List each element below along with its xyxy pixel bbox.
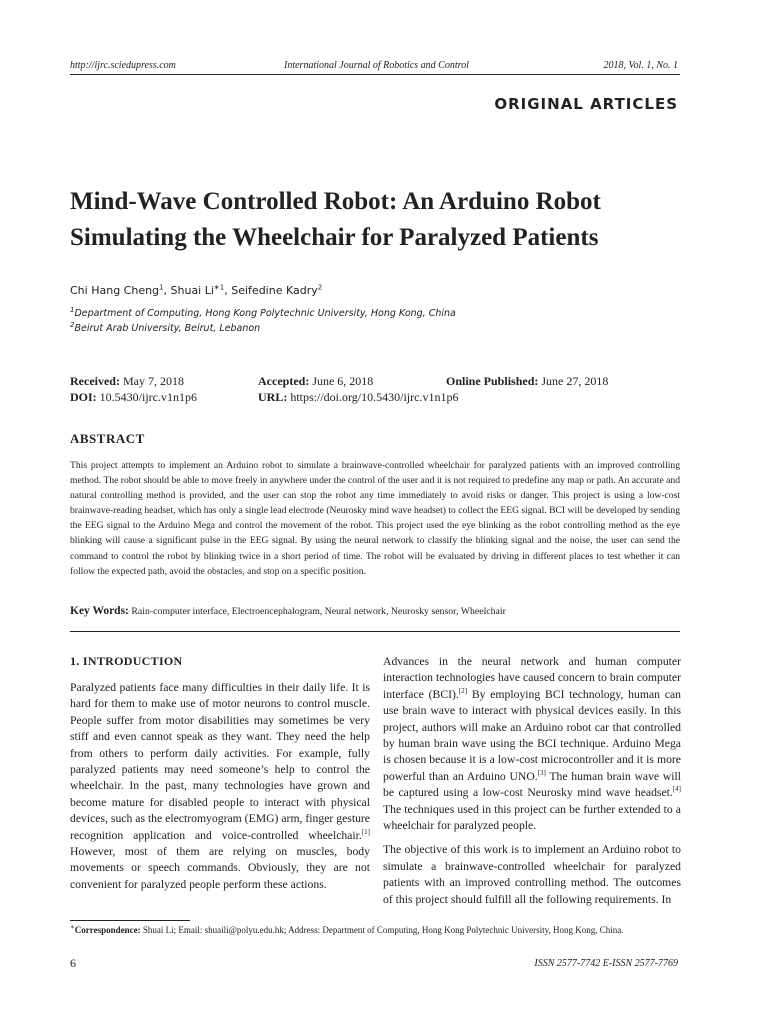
affiliation-2 bbox=[70, 320, 261, 334]
accepted-date bbox=[258, 373, 373, 389]
accepted-value: June 6, 2018 bbox=[312, 374, 374, 388]
title-line-1: Mind-Wave Controlled Robot: An Arduino Robot bbox=[70, 188, 601, 215]
author-sup: 1 bbox=[159, 283, 164, 292]
issn: ISSN 2577-7742 E-ISSN 2577-7769 bbox=[534, 958, 678, 969]
affiliation-sup: 1 bbox=[70, 305, 75, 314]
doi-url bbox=[258, 389, 458, 405]
correspondence-footnote bbox=[70, 924, 682, 936]
doi-value[interactable]: 10.5430/ijrc.v1n1p6 bbox=[99, 390, 197, 404]
author-list: Chi Hang Cheng$^1$, Shuai $Li^{∗1}$, Seifedine Kadry$^2$ bbox=[70, 283, 323, 297]
author-name: Seifedine Kadry bbox=[231, 284, 318, 297]
citation[interactable]: [3] bbox=[537, 768, 546, 777]
intro-right-column bbox=[383, 654, 681, 916]
published-date bbox=[446, 373, 608, 389]
intro-paragraph bbox=[383, 654, 681, 834]
intro-text: The human brain wave will be captured using a low-cost Neurosky mind wave headset. bbox=[383, 769, 681, 800]
intro-text: Advances in the neural network and human computer interaction technologies have caused concern to brain computer interface (BCI). bbox=[383, 655, 681, 701]
abstract-rule bbox=[70, 631, 680, 632]
header-url: http://ijrc.sciedupress.com bbox=[70, 60, 176, 71]
published-label: Online Published: bbox=[446, 374, 539, 388]
keywords-list: Rain-computer interface, Electroencephalogram, Neural network, Neurosky sensor, Wheelchair bbox=[131, 606, 506, 617]
footnote-mark: ∗ bbox=[70, 923, 75, 931]
paper-title bbox=[70, 184, 700, 256]
affiliation-sup: 2 bbox=[70, 320, 75, 329]
title-line-2: Simulating the Wheelchair for Paralyzed Patients bbox=[70, 224, 599, 251]
author-name: Chi Hang Cheng bbox=[70, 284, 160, 297]
intro-heading: 1. INTRODUCTION bbox=[70, 654, 183, 668]
footnote-text: Shuai Li; Email: shuaili@polyu.edu.hk; Address: Department of Computing, Hong Kong Polytechnic University, Hong Kong, China. bbox=[140, 925, 624, 935]
footnote-label: Correspondence: bbox=[74, 925, 141, 935]
url-label: URL: bbox=[258, 390, 288, 404]
citation[interactable]: [4] bbox=[672, 785, 681, 794]
received-value: May 7, 2018 bbox=[122, 374, 184, 388]
page-number: 6 bbox=[70, 956, 76, 970]
author-name: Shuai Li bbox=[170, 284, 214, 297]
footnote-rule bbox=[70, 920, 190, 921]
intro-text: However, most of them are relying on muscles, body movements or speech commands. Obviously, they are not convenient for paralyzed people perform these actions. bbox=[70, 845, 370, 891]
keywords bbox=[70, 605, 682, 617]
section-tag: ORIGINAL ARTICLES bbox=[494, 95, 678, 113]
doi-label: DOI: bbox=[70, 390, 97, 404]
citation[interactable]: [2] bbox=[458, 686, 468, 695]
affiliation-text: Department of Computing, Hong Kong Polytechnic University, Hong Kong, China bbox=[74, 308, 456, 319]
keywords-label: Key Words: bbox=[70, 605, 129, 617]
published-value: June 27, 2018 bbox=[541, 374, 609, 388]
header-volume: 2018, Vol. 1, No. 1 bbox=[603, 60, 678, 71]
intro-text: Paralyzed patients face many difficulties in their daily life. It is hard for them to make use of motor neurons to control muscle. People suffer from motor disabilities may sometimes be very stiff and even cannot speak as they want. They need the help from others to perform daily activities. For example, fully paralyzed patients may need someone’s help to control the wheelchair. In the past, many technologies have grown and become mature for disabled people to interact with physical devices, such as the electromyogram (EMG) arm, finger gesture recognition application and voice-controlled wheelchair. bbox=[70, 681, 370, 842]
intro-left-column bbox=[70, 680, 370, 901]
received-date bbox=[70, 373, 184, 389]
intro-text: By employing BCI technology, human can use brain wave to interact with physical devices easily. In this project, authors will make an Arduino robot car that controlled by human brain wave using the BCI technique. Arduino Mega is chosen because it is a low-cost microcontroller and it is more powerful than an Arduino UNO. bbox=[383, 687, 681, 783]
citation[interactable]: [1] bbox=[361, 827, 370, 836]
url-link[interactable]: https://doi.org/10.5430/ijrc.v1n1p6 bbox=[290, 390, 459, 404]
author-sup: ∗1 bbox=[213, 283, 225, 292]
intro-paragraph: The objective of this work is to implement an Arduino robot to simulate a brainwave-controlled wheelchair for paralyzed patients with an improved controlling method. The outcomes of this project should fulfill all the following requirements. In bbox=[383, 843, 681, 906]
intro-text: The techniques used in this project can be further extended to a wheelchair for paralyzed people. bbox=[383, 802, 681, 833]
header-journal: International Journal of Robotics and Control bbox=[284, 60, 469, 71]
abstract-body: This project attempts to implement an Arduino robot to simulate a brainwave-controlled wheelchair for paralyzed patients with an improved controlling method. The robot should be able to move freely in anywhere under the control of the user and it is not required to predefine any map or path. An accurate and natural controlling method is provided, and the user can stop the robot any time immediately to avoid risks or danger. This project is using a low-cost brainwave-reading headset, which has only a single lead electrode (Neurosky mind wave headset) to collect the EEG signal. BCI will be developed by sending the EEG signal to the Arduino Mega and control the movement of the robot. This project used the eye blinking as the robot controlling method as the eye blinking will cause a significant pulse in the EEG signal. By using the neural network to classify the blinking signal and the noise, the user can send the command to control the robot by blinking twice in a short period of time. The robot will be evaluated by driving in different places to test whether it can follow the expected path, avoid the obstacles, and stop on a specific position. bbox=[70, 460, 680, 577]
doi bbox=[70, 389, 197, 405]
abstract-heading: ABSTRACT bbox=[70, 431, 145, 446]
header-rule bbox=[70, 74, 680, 75]
affiliation-text: Beirut Arab University, Beirut, Lebanon bbox=[74, 323, 261, 334]
author-sup: 2 bbox=[317, 283, 323, 292]
intro-paragraph bbox=[70, 680, 370, 893]
accepted-label: Accepted: bbox=[258, 374, 310, 388]
affiliation-1 bbox=[70, 305, 456, 319]
received-label: Received: bbox=[70, 374, 120, 388]
